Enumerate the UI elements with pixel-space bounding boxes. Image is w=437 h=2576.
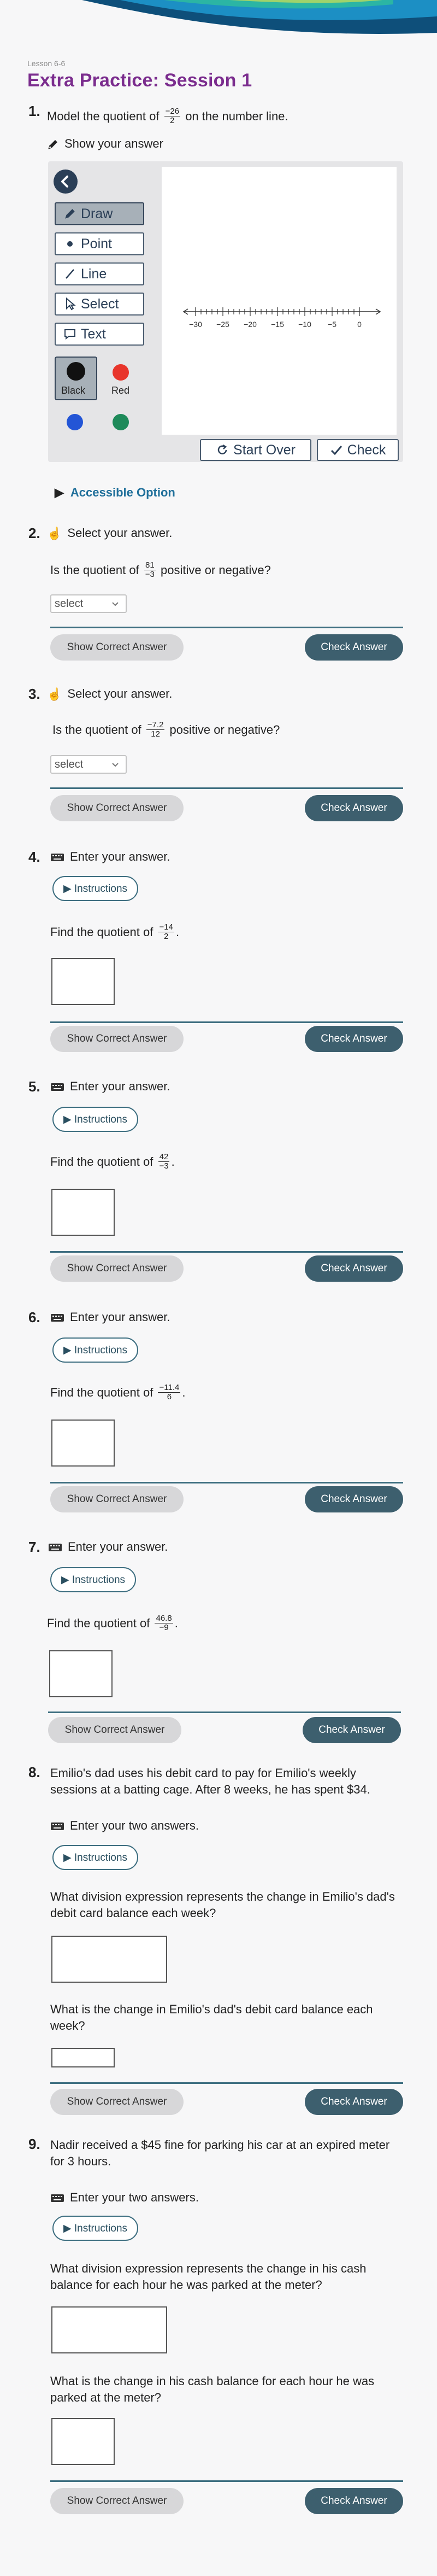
divider [50, 1251, 403, 1253]
color-green-button[interactable] [113, 414, 129, 430]
show-correct-answer-button[interactable]: Show Correct Answer [50, 634, 184, 661]
black-swatch [67, 362, 85, 381]
prompt-text: . [175, 925, 180, 939]
accessible-option-toggle[interactable] [55, 486, 175, 500]
check-answer-button[interactable]: Check Answer [305, 795, 403, 821]
fraction-numerator: 81 [145, 560, 155, 570]
hand-pointer-icon: ☝ [47, 687, 62, 702]
answer-select[interactable] [50, 594, 127, 613]
select-tool-button[interactable] [55, 293, 144, 316]
text-tool-button[interactable] [55, 323, 144, 346]
answer-input[interactable] [49, 1650, 113, 1697]
color-label: Black [61, 385, 86, 396]
question-prompt [52, 722, 280, 740]
instruction-text: Enter your answer. [68, 1540, 168, 1553]
tick-label: −15 [271, 320, 284, 329]
instruction-text: Enter your answer. [70, 1310, 170, 1324]
prompt-text: Find the quotient of [50, 925, 153, 939]
check-answer-button[interactable]: Check Answer [305, 1026, 403, 1052]
instruction-text: Select your answer. [67, 687, 173, 700]
graph-tool [48, 161, 403, 462]
instruction [47, 137, 163, 151]
check-answer-button[interactable]: Check Answer [305, 1486, 403, 1512]
tool-label: Point [81, 236, 112, 252]
divider [50, 1021, 403, 1023]
point-icon [67, 241, 73, 247]
divider [50, 627, 403, 628]
prompt-text: Find the quotient of [50, 1155, 153, 1169]
check-graph-button[interactable] [317, 439, 399, 461]
question-prompt [50, 1154, 175, 1172]
undo-button[interactable] [54, 170, 78, 194]
instruction-text: Enter your answer. [70, 850, 170, 863]
question-prompt [50, 1385, 185, 1403]
check-answer-button[interactable]: Check Answer [303, 1717, 401, 1743]
question-prompt [47, 108, 288, 126]
instructions-button[interactable]: ▶ Instructions [50, 1567, 136, 1592]
divider [50, 2082, 403, 2084]
fraction-denominator: −3 [145, 569, 155, 579]
show-correct-answer-button[interactable]: Show Correct Answer [50, 1486, 184, 1512]
chevron-left-icon [54, 170, 78, 194]
fraction [144, 561, 156, 579]
start-over-button[interactable] [200, 439, 311, 461]
divider [50, 1482, 403, 1483]
question-number: 1. [28, 103, 40, 119]
instructions-button[interactable]: ▶ Instructions [52, 1337, 138, 1363]
show-correct-answer-button[interactable]: Show Correct Answer [50, 795, 184, 821]
tick-label: −10 [298, 320, 311, 329]
tick-label: −5 [328, 320, 336, 329]
fraction [146, 721, 165, 739]
fraction-denominator: −3 [159, 1161, 169, 1171]
number-line [162, 167, 397, 435]
select-value: select [55, 597, 84, 610]
line-tool-button[interactable] [55, 262, 144, 285]
instruction [50, 1310, 170, 1324]
tick-label: 0 [357, 320, 362, 329]
lesson-label: Lesson 6-6 [27, 59, 66, 68]
prompt-text: Find the quotient of [47, 1616, 150, 1631]
prompt-text: positive or negative? [169, 723, 280, 737]
instructions-button[interactable]: ▶ Instructions [52, 1845, 138, 1870]
divider [50, 2480, 403, 2482]
chevron-down-icon [111, 761, 119, 768]
answer-input[interactable] [51, 2418, 115, 2465]
prompt-text: on the number line. [185, 109, 288, 124]
instruction [50, 1819, 199, 1833]
tool-label: Draw [81, 206, 113, 221]
fraction-denominator: 2 [164, 931, 169, 941]
show-correct-answer-button[interactable]: Show Correct Answer [50, 2488, 184, 2514]
question-number: 4. [28, 849, 40, 865]
instruction-text: Enter your two answers. [70, 1819, 199, 1832]
tool-label: Select [81, 296, 119, 312]
prompt-text: positive or negative? [161, 563, 271, 577]
cursor-icon [64, 297, 76, 311]
question-stem: Emilio's dad uses his debit card to pay for Emilio's weekly sessions at a batting cage. After 8 weeks, he has spent $34. [50, 1766, 370, 1796]
fraction-denominator: −9 [159, 1622, 169, 1632]
show-correct-answer-button[interactable]: Show Correct Answer [50, 2089, 184, 2115]
question-number: 5. [28, 1078, 40, 1095]
instruction [50, 850, 170, 864]
answer-input[interactable] [51, 1420, 115, 1467]
question-stem: Nadir received a $45 fine for parking his car at an expired meter for 3 hours. [50, 2138, 390, 2168]
instructions-button[interactable]: ▶ Instructions [52, 1107, 138, 1132]
question-number: 9. [28, 2136, 40, 2152]
answer-input[interactable] [51, 958, 115, 1005]
part-b-prompt: What is the change in his cash balance for each hour he was parked at the meter? [50, 2374, 375, 2404]
fraction-numerator: 46.8 [156, 1614, 172, 1623]
instructions-button[interactable]: ▶ Instructions [52, 876, 138, 901]
color-blue-button[interactable] [67, 414, 83, 430]
line-icon [64, 268, 76, 280]
check-answer-button[interactable]: Check Answer [305, 2089, 403, 2115]
keyboard-icon [50, 1313, 64, 1322]
fraction-denominator: 6 [167, 1392, 172, 1401]
fraction [158, 923, 174, 941]
tool-label: Line [81, 266, 107, 282]
keyboard-icon [50, 1822, 64, 1831]
tool-label: Text [81, 326, 106, 342]
fraction [155, 1614, 173, 1632]
prompt-text: Is the quotient of [50, 563, 139, 577]
fraction-numerator: 42 [159, 1152, 169, 1161]
point-tool-button[interactable] [55, 232, 144, 255]
fraction [164, 107, 180, 125]
instruction-text: Enter your answer. [70, 1079, 170, 1093]
fraction [158, 1153, 169, 1171]
keyboard-icon [50, 2194, 64, 2203]
show-correct-answer-button[interactable]: Show Correct Answer [50, 1255, 184, 1282]
chevron-down-icon [111, 600, 119, 608]
fraction-numerator: −11.4 [159, 1383, 180, 1392]
color-palette [55, 357, 144, 444]
tick-label: −25 [216, 320, 229, 329]
question-number: 8. [28, 1764, 40, 1780]
prompt-text: Is the quotient of [52, 723, 141, 737]
divider [50, 787, 403, 789]
prompt-text: . [171, 1155, 175, 1169]
fraction-numerator: −14 [159, 922, 173, 932]
instruction [50, 2191, 199, 2205]
start-over-label: Start Over [233, 442, 296, 458]
divider [48, 1712, 401, 1713]
prompt-text: Model the quotient of [47, 109, 160, 124]
check-label: Check [347, 442, 386, 458]
question-number: 3. [28, 686, 40, 702]
accessible-option-label: Accessible Option [70, 486, 175, 499]
check-answer-button[interactable]: Check Answer [305, 2488, 403, 2514]
header-wave [0, 0, 437, 49]
hand-pointer-icon: ☝ [47, 527, 62, 541]
color-label: Red [111, 385, 130, 396]
keyboard-icon [50, 1083, 64, 1091]
part-a-prompt: What division expression represents the change in his cash balance for each hour he was parked at the meter? [50, 2262, 367, 2292]
instructions-button[interactable]: ▶ Instructions [52, 2216, 138, 2241]
speech-bubble-icon [63, 328, 76, 340]
draw-tool-button[interactable] [55, 202, 144, 225]
page-title: Extra Practice: Session 1 [27, 70, 252, 91]
question-number: 7. [28, 1539, 40, 1555]
question-number: 2. [28, 525, 40, 541]
refresh-icon [216, 443, 229, 457]
tick-label: −30 [189, 320, 202, 329]
show-correct-answer-button[interactable]: Show Correct Answer [48, 1717, 181, 1743]
keyboard-icon [48, 1543, 62, 1552]
fraction-numerator: −26 [165, 107, 180, 116]
part-b-prompt: What is the change in Emilio's dad's debit card balance each week? [50, 2002, 373, 2032]
answer-select[interactable] [50, 755, 127, 774]
answer-input[interactable] [51, 2048, 115, 2067]
question-prompt [50, 562, 271, 580]
instruction-text: Show your answer [64, 137, 163, 150]
tick-label: −20 [244, 320, 257, 329]
fraction-numerator: −7.2 [147, 720, 164, 729]
pencil-icon [63, 207, 76, 220]
keyboard-icon [50, 853, 64, 862]
check-answer-button[interactable]: Check Answer [305, 1255, 403, 1282]
check-answer-button[interactable]: Check Answer [305, 634, 403, 661]
color-red-button[interactable] [113, 364, 129, 381]
prompt-text: . [174, 1616, 178, 1631]
fraction-denominator: 2 [170, 115, 175, 125]
part-a-prompt: What division expression represents the change in Emilio's dad's debit card balance each week? [50, 1890, 395, 1920]
expression-input[interactable] [51, 2306, 167, 2353]
prompt-text: Find the quotient of [50, 1386, 153, 1400]
number-line-canvas[interactable] [162, 167, 397, 435]
instruction [48, 1540, 168, 1554]
question-prompt [50, 924, 179, 942]
select-value: select [55, 758, 84, 770]
instruction [47, 526, 172, 541]
instruction [47, 687, 172, 702]
pencil-icon [47, 138, 59, 150]
answer-input[interactable] [51, 1189, 115, 1236]
triangle-right-icon: ▶ [55, 486, 64, 499]
checkmark-icon [330, 443, 343, 457]
instruction-text: Select your answer. [67, 526, 173, 540]
question-prompt [47, 1615, 178, 1633]
expression-input[interactable] [51, 1936, 167, 1983]
prompt-text: . [182, 1386, 186, 1400]
fraction-denominator: 12 [151, 729, 160, 739]
show-correct-answer-button[interactable]: Show Correct Answer [50, 1026, 184, 1052]
instruction-text: Enter your two answers. [70, 2191, 199, 2204]
question-number: 6. [28, 1309, 40, 1325]
fraction [158, 1383, 180, 1401]
instruction [50, 1079, 170, 1094]
